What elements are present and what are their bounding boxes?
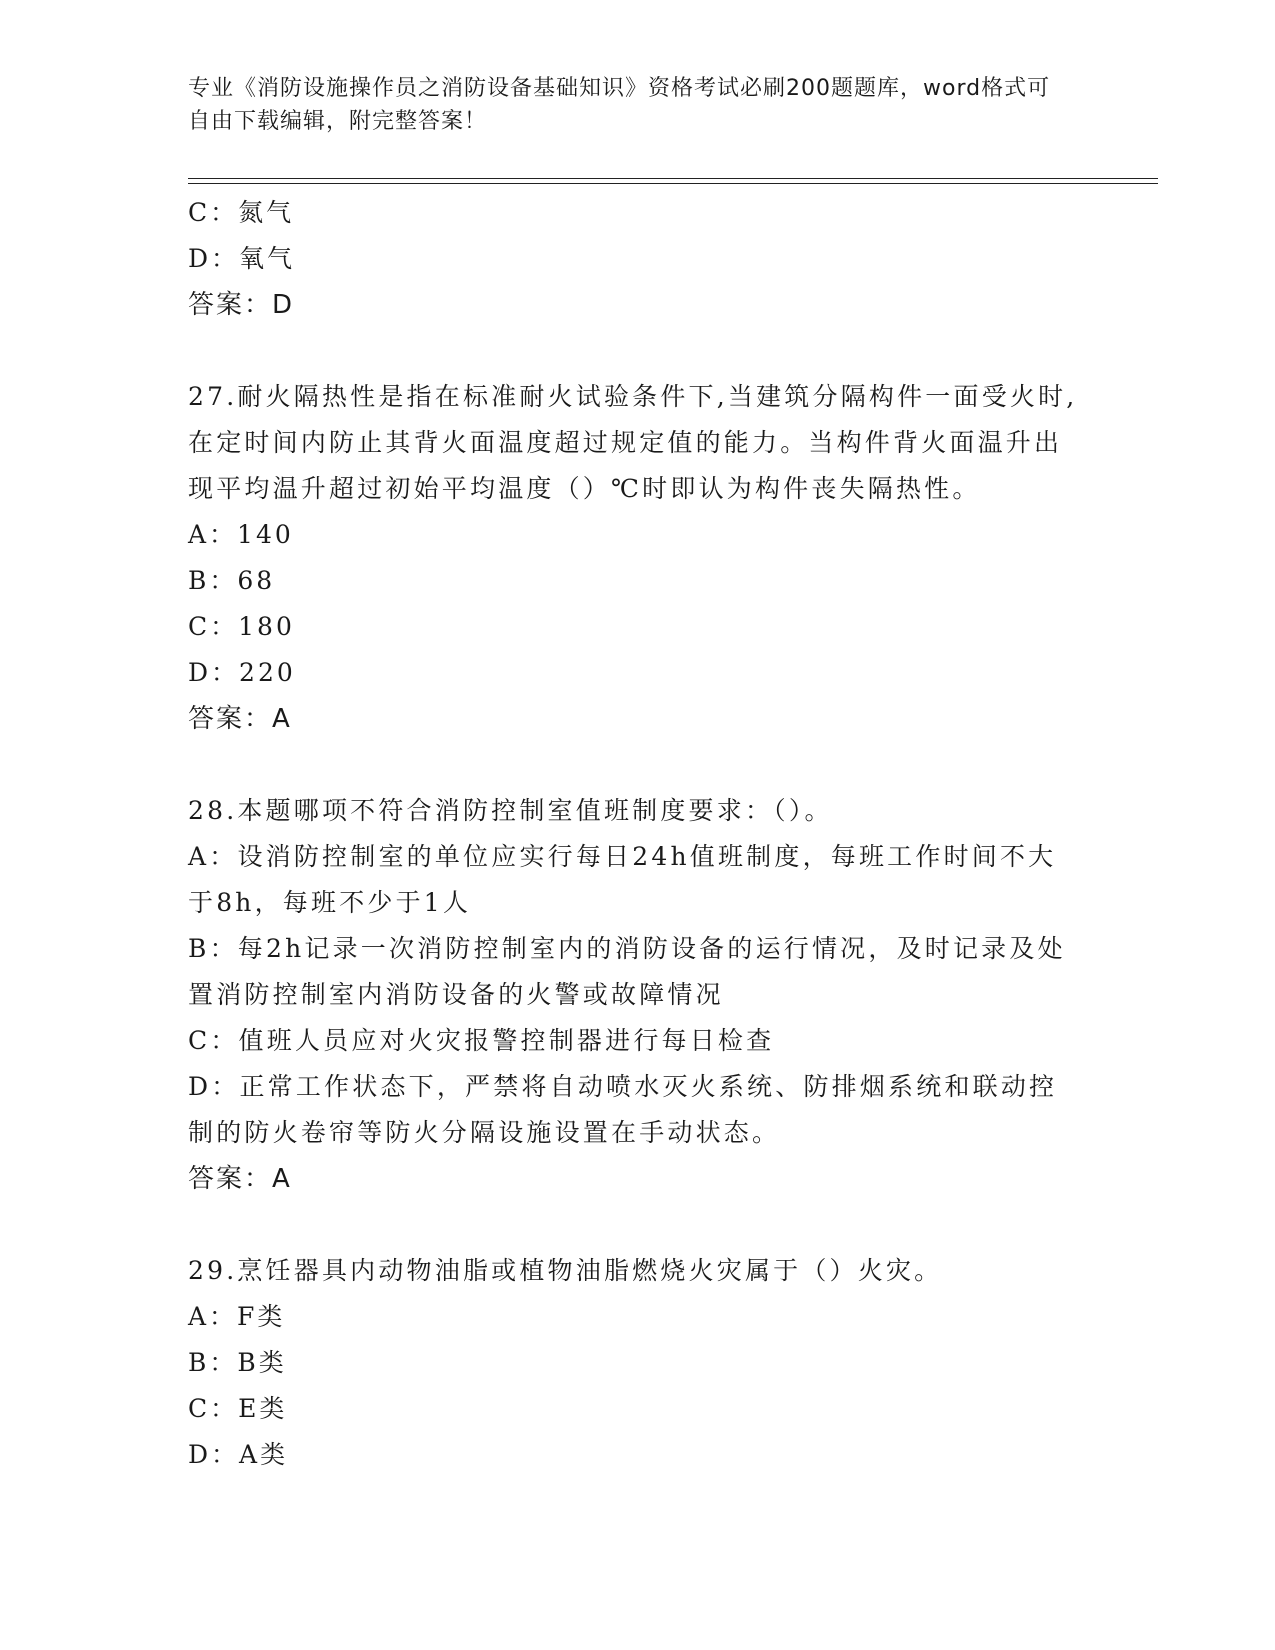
question-stem-29: 29.烹饪器具内动物油脂或植物油脂燃烧火灾属于（）火灾。 <box>188 1256 943 1285</box>
option-c: C：值班人员应对火灾报警控制器进行每日检查 <box>188 1026 775 1055</box>
header-rule-bottom <box>188 183 1158 184</box>
question-stem-27: 27.耐火隔热性是指在标准耐火试验条件下,当建筑分隔构件一面受火时,在定时间内防止其背火面温度超过规定值的能力。当构件背火面温升出现平均温升超过初始平均温度（）℃时即认为构件丧失隔热性。 <box>188 382 1078 503</box>
spacer <box>188 1202 1078 1248</box>
answer-line: 答案：D <box>188 290 295 320</box>
question-list <box>188 190 1078 1478</box>
option-d: D：220 <box>188 658 296 687</box>
option-a: A：140 <box>188 520 294 549</box>
option-d: D：A类 <box>188 1440 289 1469</box>
spacer <box>188 742 1078 788</box>
option-c: C：180 <box>188 612 295 641</box>
option-c: C：E类 <box>188 1394 288 1423</box>
header-rule-top <box>188 178 1158 179</box>
answer-line: 答案：A <box>188 704 292 734</box>
option-b: B：B类 <box>188 1348 287 1377</box>
option-d: D：氧气 <box>188 244 296 273</box>
answer-line: 答案：A <box>188 1164 292 1194</box>
option-b: B：68 <box>188 566 276 595</box>
option-c: C：氮气 <box>188 198 295 227</box>
question-stem-28: 28.本题哪项不符合消防控制室值班制度要求：（）。 <box>188 796 833 825</box>
spacer <box>188 328 1078 374</box>
option-d: D：正常工作状态下，严禁将自动喷水灭火系统、防排烟系统和联动控制的防火卷帘等防火分隔设施设置在手动状态。 <box>188 1072 1058 1147</box>
option-a: A：F类 <box>188 1302 286 1331</box>
document-header: 专业《消防设施操作员之消防设备基础知识》资格考试必刷200题题库，word格式可自由下载编辑，附完整答案！ <box>188 76 1051 134</box>
option-b: B：每2h记录一次消防控制室内的消防设备的运行情况，及时记录及处置消防控制室内消防设备的火警或故障情况 <box>188 934 1066 1009</box>
option-a: A：设消防控制室的单位应实行每日24h值班制度，每班工作时间不大于8h，每班不少于1人 <box>188 842 1057 917</box>
